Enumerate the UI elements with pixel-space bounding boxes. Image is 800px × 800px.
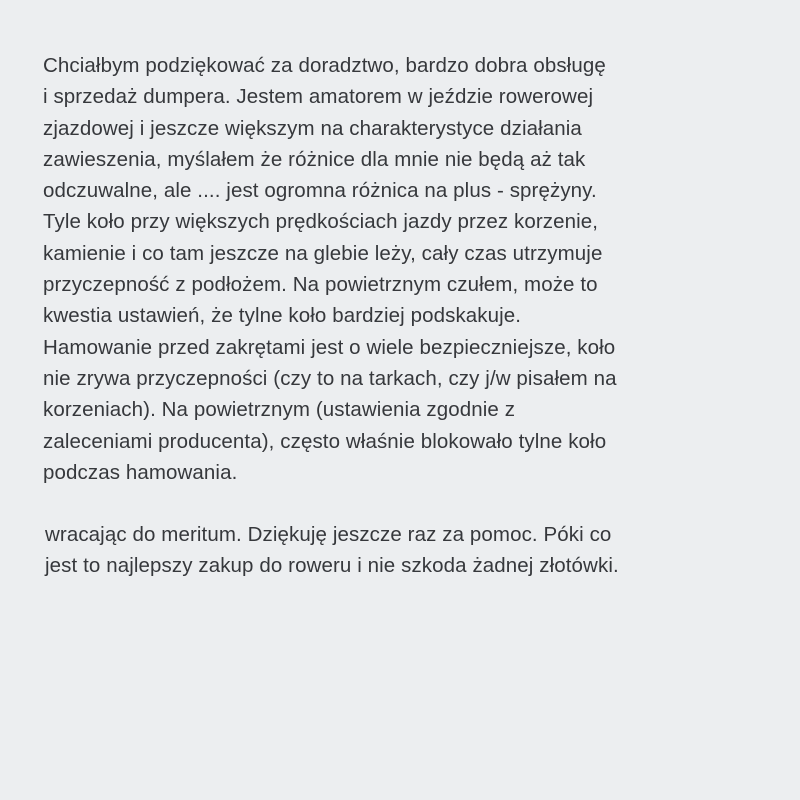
text-line: korzeniach). Na powietrznym (ustawienia zgodnie z [43,398,516,422]
text-line: odczuwalne, ale .... jest ogromna różnica na plus - sprężyny. [43,179,597,203]
text-line: nie zrywa przyczepności (czy to na tarkach, czy j/w pisałem na [43,366,617,390]
text-line: jest to najlepszy zakup do roweru i nie szkoda żadnej złotówki. [45,554,619,578]
text-line: zjazdowej i jeszcze większym na charakterystyce działania [43,116,582,140]
text-line: zawieszenia, myślałem że różnice dla mnie nie będą aż tak [43,147,586,171]
review-paragraph-2 [43,519,783,582]
review-text [43,50,783,582]
text-line: kwestia ustawień, że tylne koło bardziej podskakuje. [43,304,522,328]
text-line: Tyle koło przy większych prędkościach jazdy przez korzenie, [43,210,599,234]
text-line: kamienie i co tam jeszcze na glebie leży, cały czas utrzymuje [43,241,603,265]
review-paragraph-1 [43,50,783,488]
text-line: przyczepność z podłożem. Na powietrznym czułem, może to [43,273,598,297]
text-line: zaleceniami producenta), często właśnie blokowało tylne koło [43,429,607,453]
text-line: wracając do meritum. Dziękuję jeszcze raz za pomoc. Póki co [45,523,612,547]
text-line: podczas hamowania. [43,460,238,484]
text-line: i sprzedaż dumpera. Jestem amatorem w jeździe rowerowej [43,85,594,109]
text-line: Chciałbym podziękować za doradztwo, bardzo dobra obsługę [43,54,606,77]
text-line: Hamowanie przed zakrętami jest o wiele bezpieczniejsze, koło [43,335,616,359]
